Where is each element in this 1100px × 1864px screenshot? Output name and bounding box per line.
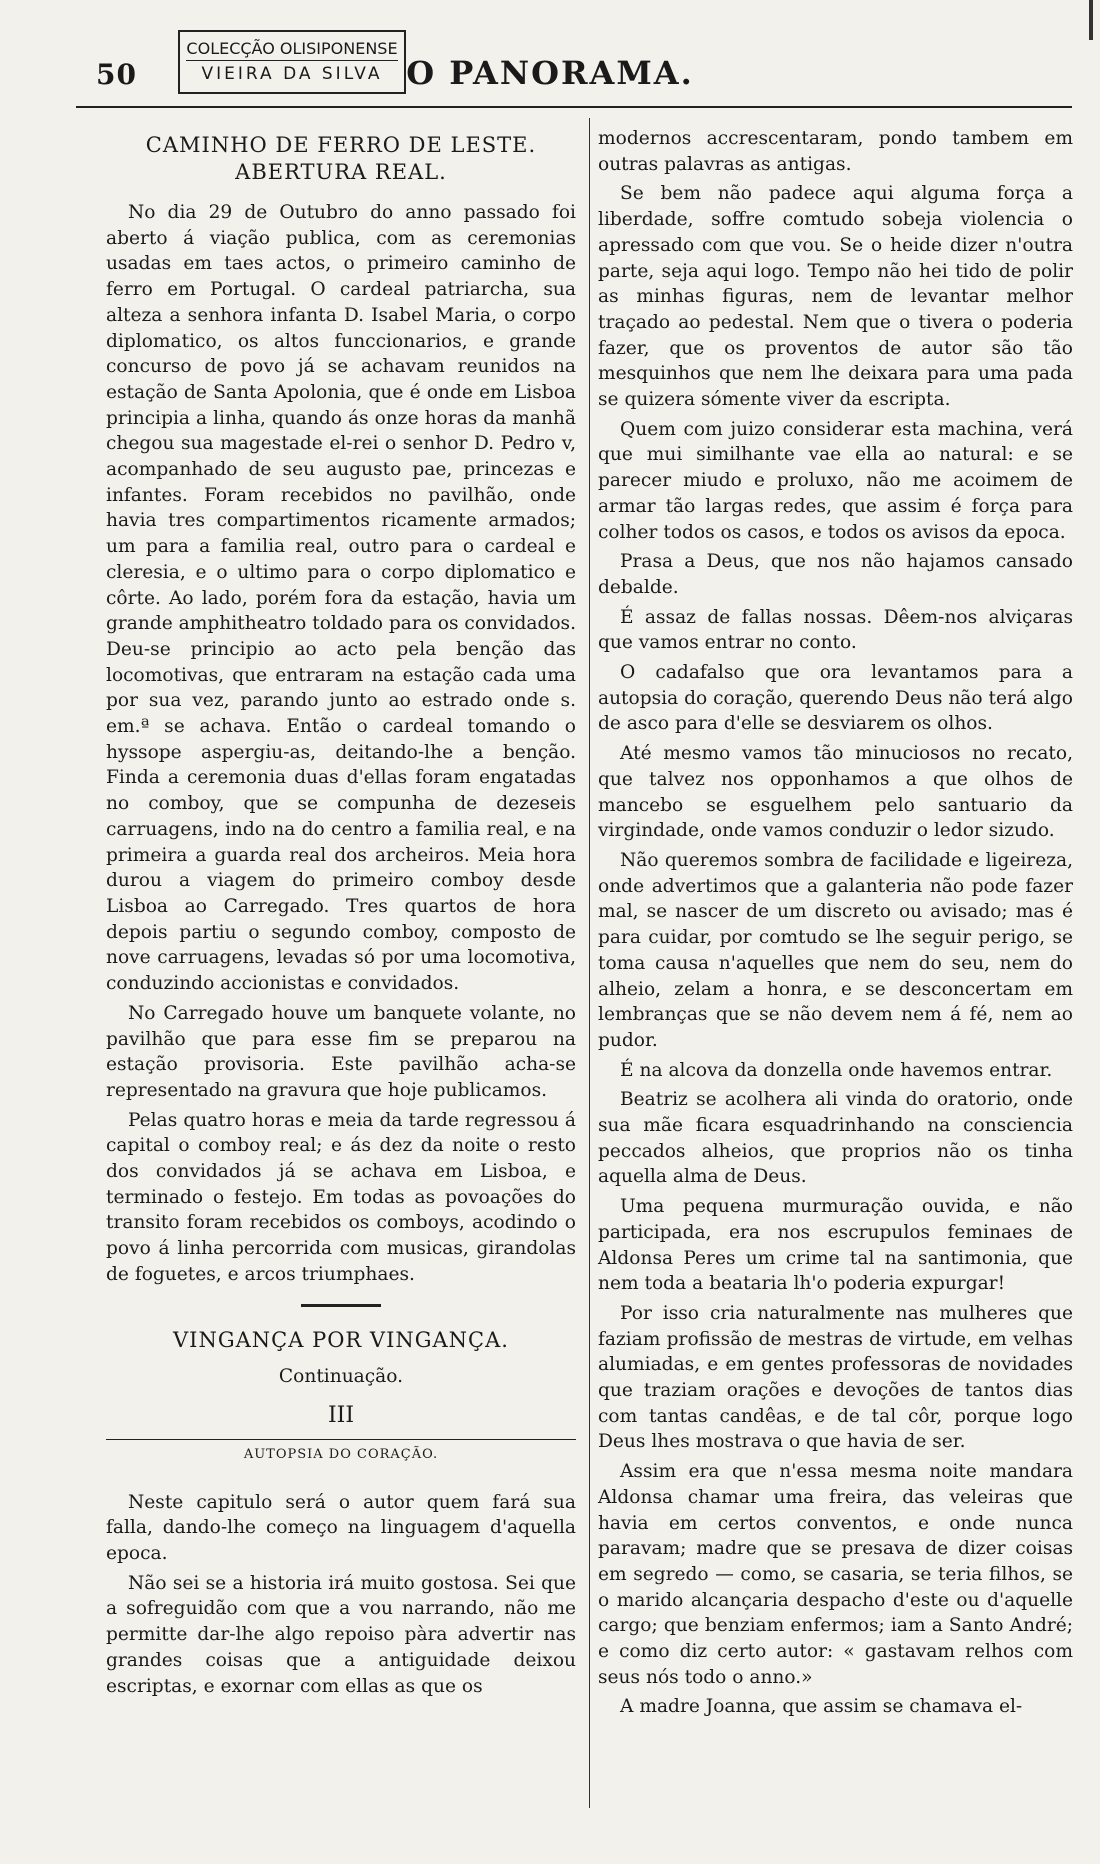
article-railway-title-line1: CAMINHO DE FERRO DE LESTE.	[145, 133, 537, 157]
paragraph: Se bem não padece aqui alguma força a liberdade, soffre comtudo sobeja violencia o apressado com que vou. Se o heide dizer n'outra parte, seja aqui logo. Tempo não hei tido de polir as minhas figuras, nem de levantar melhor traçado ao pedestal. Nem que o tivera o poderia fazer, que os proventos de autor são tão mesquinhos que nem lhe deixara para uma pada se quizera sómente viver da escripta.	[598, 183, 1073, 411]
chapter-number: III	[327, 1403, 355, 1429]
chapter-title: AUTOPSIA DO CORAÇÃO.	[106, 1439, 576, 1468]
paragraph: A madre Joanna, que assim se chamava el-	[620, 1696, 1023, 1718]
paragraph: modernos accrescentaram, pondo tambem em outras palavras as antigas.	[598, 128, 1073, 175]
scan-edge-mark	[1089, 0, 1093, 40]
article-separator	[301, 1304, 381, 1307]
paragraph: No dia 29 de Outubro do anno passado foi aberto á viação publica, com as ceremonias usadas em taes actos, o primeiro caminho de ferro em Portugal. O cardeal patriarcha, sua alteza a senhora infanta D. Isabel Maria, o corpo diplomatico, os altos funccionarios, e grande concurso de povo já se achavam reunidos na estação de Santa Apolonia, que é onde em Lisboa principia a linha, quando ás onze horas da manhã chegou sua magestade el-rei o senhor D. Pedro v, acompanhado de seu augusto pae, princezas e infantes. Foram recebidos no pavilhão, onde havia tres compartimentos ricamente armados; um para a familia real, outro para o cardeal e cleresia, e o ultimo para o corpo diplomatico e côrte. Ao lado, porém fora da estação, havia um grande amphitheatro toldado para os convidados. Deu-se principio ao acto pela benção das locomotivas, que entraram na estação cada uma por sua vez, parando junto ao estrado onde s. em.ª se achava. Então o cardeal tomando o hyssope aspergiu-as, deitando-lhe a benção. Finda a ceremonia duas d'ellas foram engatadas no comboy, que se compunha de dezeseis carruagens, indo na do centro a familia real, e na primeira a guarda real dos archeiros. Meia hora durou a viagem do primeiro comboy desde Lisboa ao Carregado. Tres quartos de hora depois partiu o segundo comboy, composto de nove carruagens, levadas só por uma locomotiva, conduzindo accionistas e convidados.	[106, 202, 576, 995]
paragraph: Até mesmo vamos tão minuciosos no recato, que talvez nos opponhamos a que olhos de mancebo se esguelhem pelo santuario da virgindade, onde vamos conduzir o ledor sizudo.	[598, 743, 1073, 842]
stamp-line-2: VIEIRA DA SILVA	[201, 64, 383, 84]
paragraph: Assim era que n'essa mesma noite mandara Aldonsa chamar uma freira, das veleiras que havia em certos conventos, e onde nunca paravam; madre que se presava de dizer coisas em segredo — como, se casaria, se teria filhos, se o marido alcançaria despacho d'este ou d'aquelle cargo; que benziam enfermos; iam a Santo André; e como diz certo autor: « gastavam relhos com seus nós todo o anno.»	[598, 1461, 1073, 1688]
right-column	[598, 126, 1073, 1724]
paragraph: Não sei se a historia irá muito gostosa. Sei que a sofreguidão com que a vou narrando, não me permitte dar-lhe algo repoiso pàra advertir nas grandes coisas que a antiguidade deixou escriptas, e exornar com ellas as que os	[106, 1572, 576, 1697]
paragraph: É assaz de fallas nossas. Dêem-nos alviçaras que vamos entrar no conto.	[598, 606, 1073, 654]
paragraph: Neste capitulo será o autor quem fará sua falla, dando-lhe começo na linguagem d'aquella epoca.	[106, 1491, 576, 1565]
header-rule	[76, 106, 1072, 108]
page-number: 50	[96, 58, 137, 91]
article-railway-title-line2: ABERTURA REAL.	[235, 160, 447, 184]
paragraph: Quem com juizo considerar esta machina, verá que mui similhante vae ella ao natural: e se parecer miudo e proluxo, não me acoimem de armar tão largas redes, que assim é força para colher todos os casos, e todos os avisos da epoca.	[598, 418, 1073, 543]
paragraph: Pelas quatro horas e meia da tarde regressou á capital o comboy real; e ás dez da noite o resto dos convidados já se achava em Lisboa, e terminado o festejo. Em todas as povoações do transito foram recebidos os comboys, acodindo o povo á linha percorrida com musicas, girandolas de foguetes, e arcos triumphaes.	[106, 1109, 576, 1285]
paragraph: Não queremos sombra de facilidade e ligeireza, onde advertimos que a galanteria não pode fazer mal, se nascer de um discreto ou avisado; mas é para cuidar, por comtudo se lhe seguir perigo, se toma causa n'aquelles que nem do seu, nem do alheio, zelam a honra, e se desconcertam em lembranças que se não devem nem á fé, nem ao pudor.	[598, 849, 1073, 1051]
left-column	[106, 126, 576, 1703]
paragraph: Prasa a Deus, que nos não hajamos cansado debalde.	[598, 551, 1073, 598]
article-vinganca-title: VINGANÇA POR VINGANÇA.	[173, 1327, 509, 1352]
paragraph: No Carregado houve um banquete volante, no pavilhão que para esse fim se preparou na estação provisoria. Este pavilhão acha-se representado na gravura que hoje publicamos.	[106, 1002, 576, 1101]
journal-title: O PANORAMA.	[406, 54, 694, 92]
stamp-line-1: COLECÇÃO OLISIPONENSE	[186, 38, 398, 61]
paragraph: Por isso cria naturalmente nas mulheres que faziam profissão de mestras de virtude, em velhas alumiadas, e em gentes professoras de novidades que traziam orações e devoções de tantos dias com tantas candêas, e de tal côr, porque logo Deus lhes mostrava o que havia de ser.	[598, 1302, 1073, 1453]
article-railway-title	[106, 132, 576, 186]
column-divider	[589, 118, 590, 1808]
paragraph: É na alcova da donzella onde havemos entrar.	[620, 1059, 1053, 1081]
paragraph: Uma pequena murmuração ouvida, e não participada, era nos escrupulos feminaes de Aldonsa Peres um crime tal na santimonia, que nem toda a beataria lh'o poderia expurgar!	[598, 1196, 1073, 1295]
paragraph: Beatriz se acolhera ali vinda do oratorio, onde sua mãe ficara esquadrinhando na consciencia peccados alheios, que proprios não os tinha aquella alma de Deus.	[598, 1089, 1073, 1188]
paragraph: O cadafalso que ora levantamos para a autopsia do coração, querendo Deus não terá algo de asco para d'elle se desviarem os olhos.	[598, 662, 1073, 735]
article-vinganca-subtitle: Continuação.	[278, 1365, 404, 1387]
